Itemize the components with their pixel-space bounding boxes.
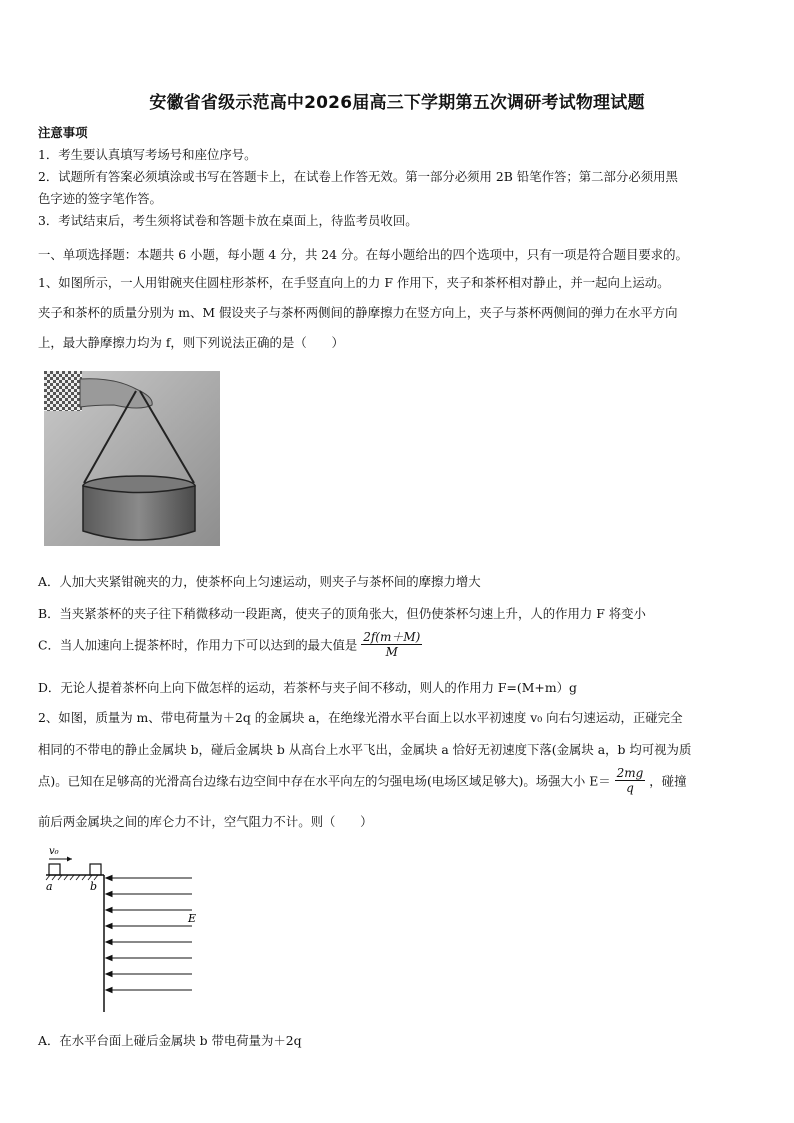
q2-line-3-text: 点)。已知在足够高的光滑高台边缘右边空间中存在水平向左的匀强电场(电场区域足够大)。场强大小 E＝ [38, 773, 611, 789]
q2-field-fraction [615, 766, 646, 795]
q1-option-c [38, 630, 758, 659]
q1-option-d: D．无论人提着茶杯向上向下做怎样的运动，若茶杯与夹子间不移动，则人的作用力 F=(M+m）g [38, 680, 577, 695]
q2-line-4: 前后两金属块之间的库仑力不计，空气阻力不计。则（ ） [38, 814, 373, 829]
q1-line-3: 上，最大静摩擦力均为 f，则下列说法正确的是（ ） [38, 335, 344, 350]
notice-item-2: 2．试题所有答案必须填涂或书写在答题卡上，在试卷上作答无效。第一部分必须用 2B 铅笔作答；第二部分必须用黑 [38, 169, 678, 184]
q2-line-2: 相同的不带电的静止金属块 b，碰后金属块 b 从高台上水平飞出，金属块 a 恰好无初速度下落(金属块 a，b 均可视为质 [38, 742, 692, 757]
q2-option-a: A．在水平台面上碰后金属块 b 带电荷量为＋2q [38, 1033, 302, 1048]
label-b: b [90, 880, 98, 893]
block-b [90, 864, 101, 875]
q1-option-c-fraction [361, 630, 422, 659]
page-title: 安徽省省级示范高中2026届高三下学期第五次调研考试物理试题 [149, 93, 645, 113]
v0-label: v₀ [49, 846, 59, 857]
q2-line-3-tail: ，碰撞 [649, 773, 687, 789]
q1-option-c-numerator: 2f(m＋M) [363, 630, 421, 644]
velocity-arrow-icon [67, 857, 72, 862]
q1-option-a: A．人加大夹紧钳碗夹的力，使茶杯向上匀速运动，则夹子与茶杯间的摩擦力增大 [38, 574, 481, 589]
q2-line-3 [38, 766, 758, 795]
q1-option-c-denominator: M [385, 645, 398, 659]
q1-option-c-text: C．当人加速向上提茶杯时，作用力下可以达到的最大值是 [38, 637, 358, 653]
field-lines [106, 876, 192, 993]
notice-heading: 注意事项 [38, 125, 88, 140]
hand-holding-cup-with-clamp-photo [44, 371, 220, 546]
block-a [49, 864, 60, 875]
q2-line-1: 2、如图，质量为 m、带电荷量为＋2q 的金属块 a，在绝缘光滑水平台面上以水平初速度 v₀ 向右匀速运动，正碰完全 [38, 710, 683, 725]
q1-line-2: 夹子和茶杯的质量分别为 m、M 假设夹子与茶杯两侧间的静摩擦力在竖方向上，夹子与茶杯两侧间的弹力在水平方向 [38, 305, 678, 320]
electric-field-diagram [40, 842, 210, 1014]
label-a: a [46, 880, 53, 893]
section-heading: 一、单项选择题：本题共 6 小题，每小题 4 分，共 24 分。在每小题给出的四个选项中，只有一项是符合题目要求的。 [38, 247, 688, 262]
q2-field-denominator: q [626, 781, 634, 795]
notice-item-1: 1．考生要认真填写考场号和座位序号。 [38, 147, 257, 162]
notice-item-2-cont: 色字迹的签字笔作答。 [38, 191, 162, 206]
q1-option-b: B．当夹紧茶杯的夹子往下稍微移动一段距离，使夹子的顶角张大，但仍使茶杯匀速上升，人的作用力 F 将变小 [38, 606, 646, 621]
q1-line-1: 1、如图所示，一人用钳碗夹住圆柱形茶杯，在手竖直向上的力 F 作用下，夹子和茶杯相对静止，并一起向上运动。 [38, 275, 670, 290]
q2-field-numerator: 2mg [616, 766, 644, 780]
notice-item-3: 3．考试结束后，考生须将试卷和答题卡放在桌面上，待监考员收回。 [38, 213, 418, 228]
label-E: E [188, 912, 197, 925]
